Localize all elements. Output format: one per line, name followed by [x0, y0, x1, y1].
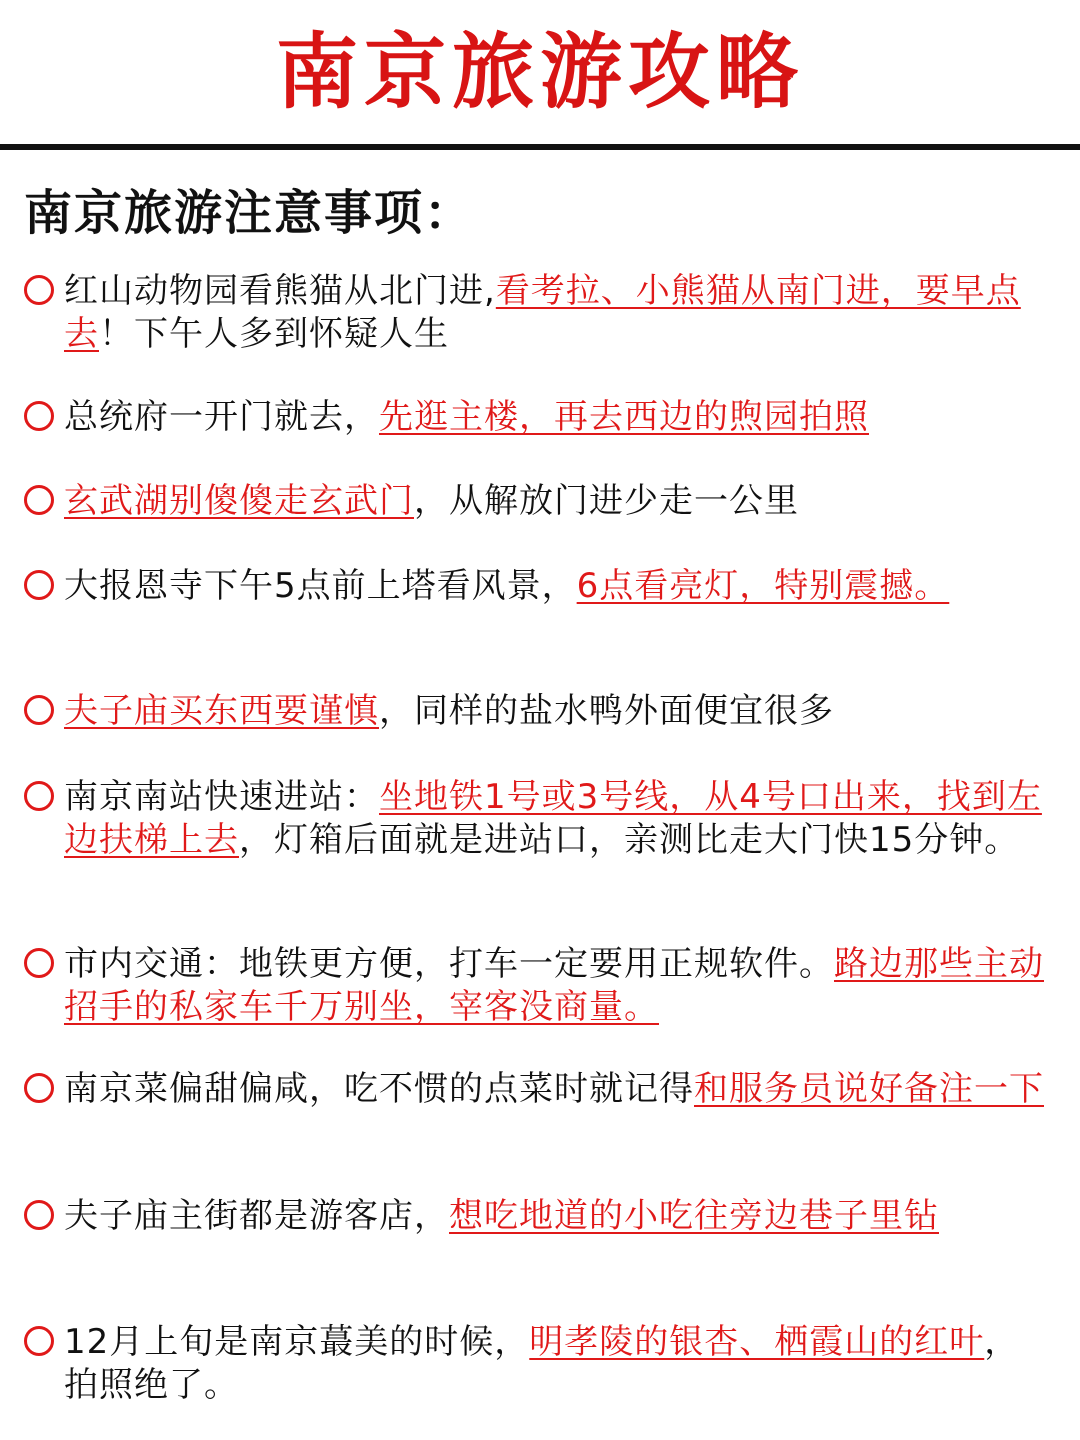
tip-plain-text: 大报恩寺下午5点前上塔看风景，: [64, 566, 577, 606]
tip-highlight-text: 看考拉、小熊猫从南门进，要早点去: [64, 271, 1021, 354]
tip-text: [64, 690, 1054, 733]
tip-text: [64, 565, 1054, 608]
tip-item: [24, 943, 1054, 1029]
tip-plain-text: ，从解放门进少走一公里: [414, 481, 799, 521]
tip-item: [24, 1068, 1054, 1111]
tip-item: [24, 690, 1054, 733]
circle-bullet-icon: [24, 1200, 54, 1230]
circle-bullet-icon: [24, 485, 54, 515]
tip-plain-text: 南京南站快速进站：: [64, 777, 379, 817]
tip-plain-text: 总统府一开门就去，: [64, 397, 379, 437]
tip-plain-text: 南京菜偏甜偏咸，吃不惯的点菜时就记得: [64, 1069, 694, 1109]
circle-bullet-icon: [24, 570, 54, 600]
tip-item: [24, 480, 1054, 523]
tip-plain-text: ，同样的盐水鸭外面便宜很多: [379, 691, 834, 731]
title-divider: [0, 144, 1080, 150]
tip-item: [24, 1195, 1054, 1238]
tip-highlight-text: 坐地铁1号或3号线，从4号口出来，找到左边扶梯上去: [64, 777, 1042, 860]
tip-text: [64, 1195, 1054, 1238]
tip-highlight-text: 明孝陵的银杏、栖霞山的红叶: [529, 1322, 985, 1362]
tip-plain-text: 夫子庙主街都是游客店，: [64, 1196, 449, 1236]
page-title: 南京旅游攻略: [275, 25, 804, 120]
tip-highlight-text: 想吃地道的小吃往旁边巷子里钻: [449, 1196, 939, 1236]
tip-item: [24, 270, 1054, 356]
tip-highlight-text: 6点看亮灯，特别震撼。: [576, 566, 950, 606]
circle-bullet-icon: [24, 1326, 54, 1356]
circle-bullet-icon: [24, 1073, 54, 1103]
circle-bullet-icon: [24, 275, 54, 305]
circle-bullet-icon: [24, 781, 54, 811]
circle-bullet-icon: [24, 948, 54, 978]
tip-highlight-text: 夫子庙买东西要谨慎: [64, 691, 379, 731]
section-heading: 南京旅游注意事项：: [24, 185, 475, 241]
tip-highlight-text: 先逛主楼，再去西边的煦园拍照: [379, 397, 869, 437]
tip-text: [64, 270, 1054, 356]
tip-highlight-text: 路边那些主动招手的私家车千万别坐，宰客没商量。: [64, 944, 1044, 1027]
tip-item: [24, 565, 1054, 608]
tip-item: [24, 396, 1054, 439]
tip-text: [64, 1068, 1054, 1111]
tip-item: [24, 1321, 1054, 1407]
tip-text: [64, 1321, 1054, 1407]
tip-text: [64, 396, 1054, 439]
circle-bullet-icon: [24, 695, 54, 725]
tip-plain-text: ，拍照绝了。: [64, 1322, 1020, 1405]
tip-text: [64, 776, 1054, 862]
tip-item: [24, 776, 1054, 862]
tip-plain-text: 市内交通：地铁更方便，打车一定要用正规软件。: [64, 944, 834, 984]
tip-plain-text: 红山动物园看熊猫从北门进,: [64, 271, 496, 311]
tip-highlight-text: 玄武湖别傻傻走玄武门: [64, 481, 414, 521]
tip-plain-text: ！下午人多到怀疑人生: [99, 314, 449, 354]
circle-bullet-icon: [24, 401, 54, 431]
tip-text: [64, 480, 1054, 523]
tip-plain-text: ，灯箱后面就是进站口，亲测比走大门快15分钟。: [239, 820, 1020, 860]
tip-plain-text: 12月上旬是南京蕞美的时候，: [64, 1322, 530, 1362]
tip-highlight-text: 和服务员说好备注一下: [694, 1069, 1044, 1109]
tip-text: [64, 943, 1054, 1029]
